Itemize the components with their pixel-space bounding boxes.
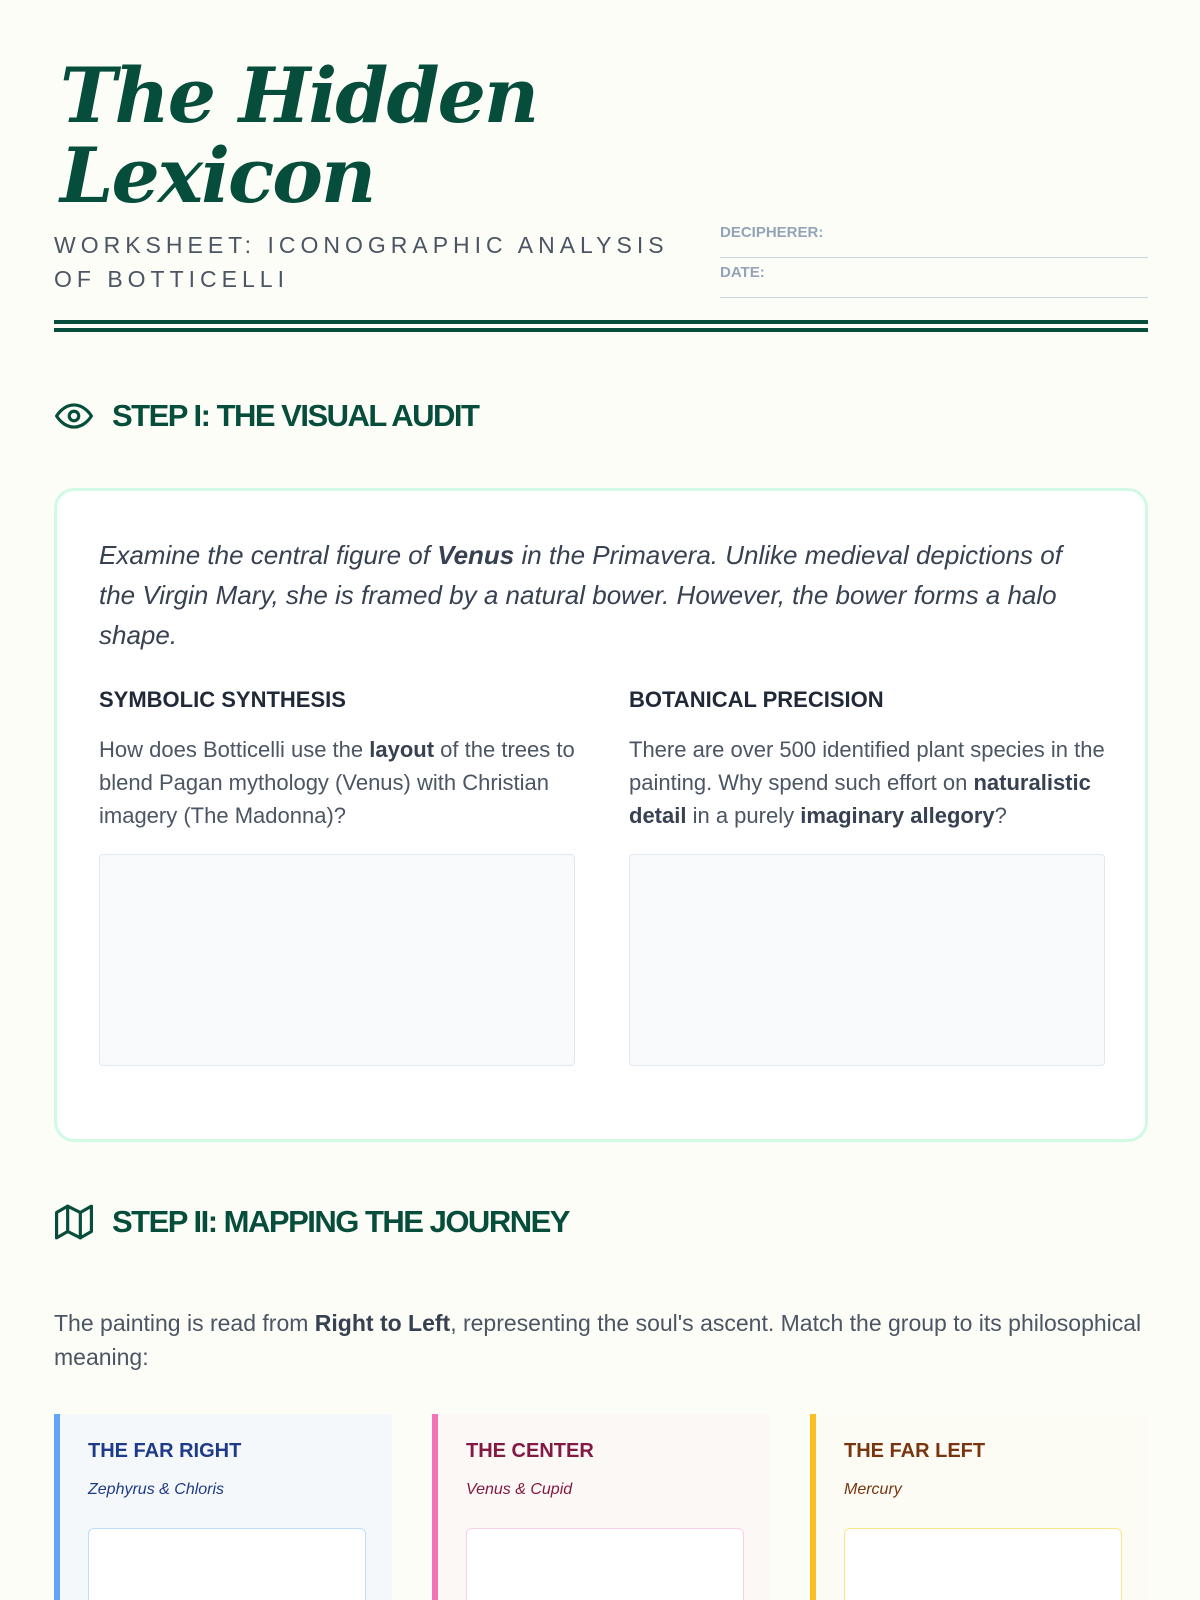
symbolic-synthesis-title: SYMBOLIC SYNTHESIS bbox=[99, 687, 346, 712]
group-center-subtitle: Venus & Cupid bbox=[466, 1481, 573, 1498]
group-center-answer-box[interactable] bbox=[466, 1528, 744, 1600]
visual-audit-intro: Examine the central figure of Venus in the Primavera. Unlike medieval depictions of the Virgin Mary, she is framed by a natural bower. However, the bower forms a halo shape. bbox=[99, 540, 1062, 650]
map-icon bbox=[54, 1202, 94, 1242]
botanical-precision-question: There are over 500 identified plant species in the painting. Why spend such effort on naturalistic detail in a purely imaginary allegory? bbox=[629, 737, 1105, 828]
eye-icon bbox=[54, 396, 94, 436]
symbolic-synthesis-question: How does Botticelli use the layout of the trees to blend Pagan mythology (Venus) with Christian imagery (The Madonna)? bbox=[99, 737, 575, 828]
decipherer-field[interactable] bbox=[720, 218, 1148, 258]
symbolic-synthesis-answer-box[interactable] bbox=[99, 854, 575, 1066]
group-far-left-subtitle: Mercury bbox=[844, 1481, 902, 1498]
step1-title: STEP I: THE VISUAL AUDIT bbox=[112, 398, 479, 433]
worksheet-page bbox=[54, 0, 1148, 1600]
step2-intro: The painting is read from Right to Left, representing the soul's ascent. Match the group to its philosophical meaning: bbox=[54, 1310, 1142, 1370]
meta-fields bbox=[720, 218, 1148, 298]
botanical-precision-title: BOTANICAL PRECISION bbox=[629, 687, 884, 712]
group-far-right-title: THE FAR RIGHT bbox=[88, 1440, 242, 1462]
header-divider-top bbox=[54, 320, 1148, 324]
group-far-left bbox=[810, 1414, 1148, 1600]
step1-heading bbox=[54, 396, 478, 436]
group-far-right-answer-box[interactable] bbox=[88, 1528, 366, 1600]
date-field[interactable] bbox=[720, 258, 1148, 298]
group-center bbox=[432, 1414, 770, 1600]
page-title: The Hidden Lexicon bbox=[60, 51, 538, 220]
step2-title: STEP II: MAPPING THE JOURNEY bbox=[112, 1204, 569, 1239]
group-center-title: THE CENTER bbox=[466, 1440, 594, 1462]
visual-audit-card bbox=[54, 488, 1148, 1142]
group-far-right-subtitle: Zephyrus & Chloris bbox=[88, 1481, 225, 1498]
botanical-precision bbox=[629, 687, 1105, 1066]
group-far-left-title: THE FAR LEFT bbox=[844, 1440, 986, 1462]
symbolic-synthesis bbox=[99, 687, 575, 1066]
group-far-left-answer-box[interactable] bbox=[844, 1528, 1122, 1600]
step2-heading bbox=[54, 1202, 569, 1242]
page-subtitle: WORKSHEET: ICONOGRAPHIC ANALYSIS OF BOTTICELLI bbox=[54, 232, 669, 292]
botanical-precision-answer-box[interactable] bbox=[629, 854, 1105, 1066]
header-divider-bottom bbox=[54, 328, 1148, 332]
group-far-right bbox=[54, 1414, 392, 1600]
decipherer-label: DECIPHERER: bbox=[720, 224, 824, 241]
date-label: DATE: bbox=[720, 264, 765, 281]
